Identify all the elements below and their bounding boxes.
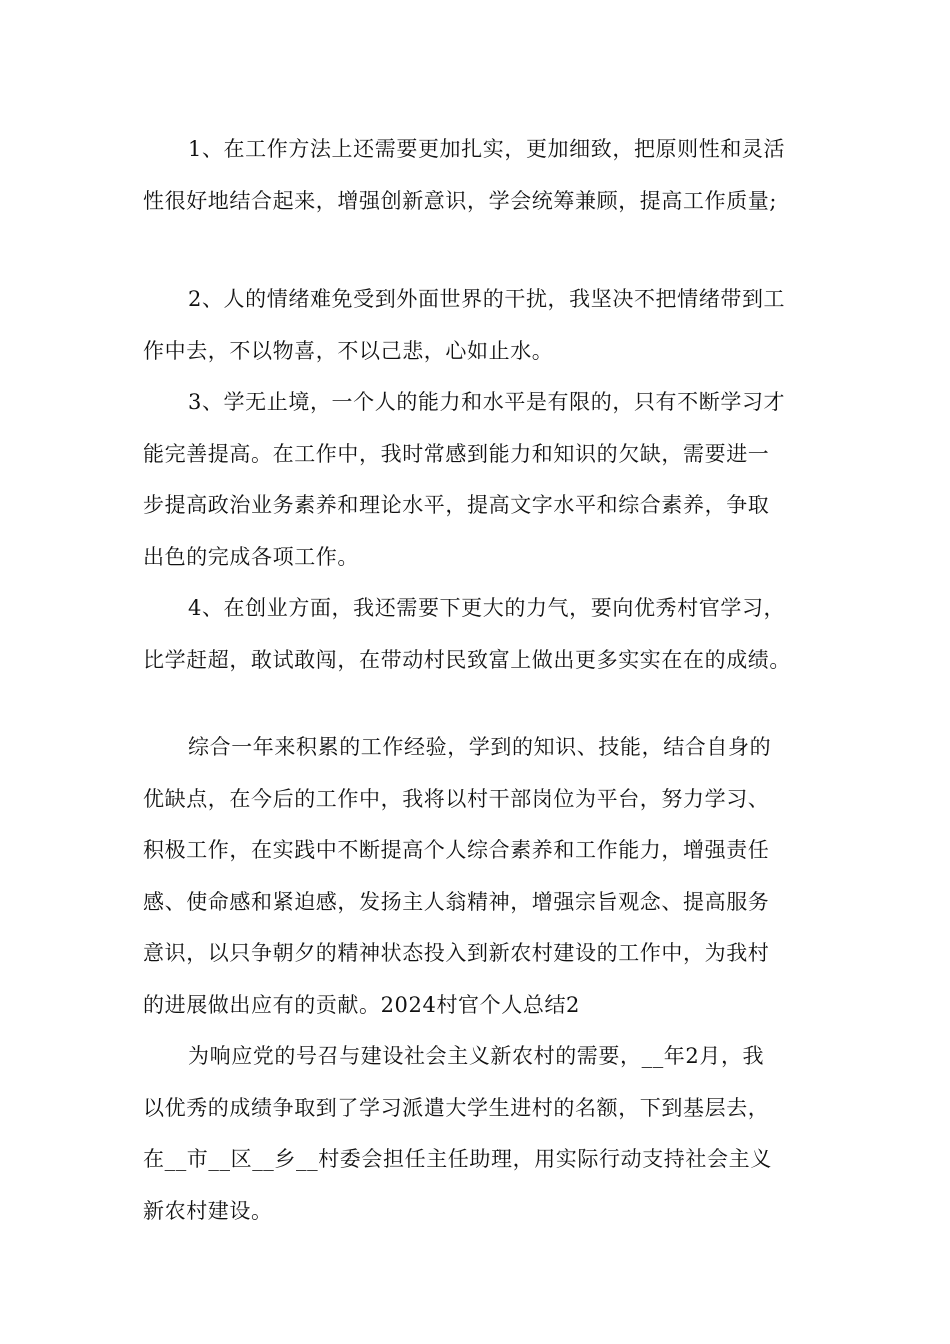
paragraph-6: [143, 1031, 823, 1237]
paragraph-line: 新农村建设。: [143, 1198, 273, 1223]
paragraph-line: 综合一年来积累的工作经验，学到的知识、技能，结合自身的: [188, 735, 772, 759]
paragraph-line: 意识，以只争朝夕的精神状态投入到新农村建设的工作中，为我村: [143, 941, 770, 965]
paragraph-line: 优缺点，在今后的工作中，我将以村干部岗位为平台，努力学习、: [143, 786, 770, 811]
paragraph-line: 1、在工作方法上还需要更加扎实，更加细致，把原则性和灵活: [188, 137, 786, 161]
paragraph-line: 能完善提高。在工作中，我时常感到能力和知识的欠缺，需要进一: [143, 441, 770, 466]
paragraph-3: [143, 377, 823, 583]
paragraph-1: [143, 124, 823, 227]
paragraph-line: 为响应党的号召与建设社会主义新农村的需要，__年2月，我: [188, 1044, 765, 1068]
paragraph-line: 步提高政治业务素养和理论水平，提高文字水平和综合素养，争取: [143, 493, 770, 517]
paragraph-line: 4、在创业方面，我还需要下更大的力气，要向优秀村官学习，: [188, 596, 786, 620]
paragraph-line: 2、人的情绪难免受到外面世界的干扰，我坚决不把情绪带到工: [188, 287, 786, 311]
paragraph-line: 出色的完成各项工作。: [143, 544, 359, 569]
paragraph-line: 在__市__区__乡__村委会担任主任助理，用实际行动支持社会主义: [143, 1147, 772, 1171]
paragraph-5: [143, 722, 823, 1031]
paragraph-line: 感、使命感和紧迫感，发扬主人翁精神，增强宗旨观念、提高服务: [143, 889, 770, 914]
paragraph-line: 以优秀的成绩争取到了学习派遣大学生进村的名额，下到基层去，: [143, 1095, 770, 1120]
paragraph-line: 性很好地结合起来，增强创新意识，学会统筹兼顾，提高工作质量;: [143, 188, 778, 213]
paragraph-line: 作中去，不以物喜，不以己悲，心如止水。: [143, 338, 554, 363]
paragraph-line: 的进展做出应有的贡献。2024村官个人总结2: [143, 992, 581, 1017]
paragraph-2: [143, 274, 823, 377]
paragraph-line: 3、学无止境，一个人的能力和水平是有限的，只有不断学习才: [188, 390, 786, 414]
paragraph-line: 积极工作，在实践中不断提高个人综合素养和工作能力，增强责任: [143, 838, 770, 862]
paragraph-4: [143, 583, 823, 686]
paragraph-line: 比学赶超，敢试敢闯，在带动村民致富上做出更多实实在在的成绩。: [143, 647, 791, 672]
